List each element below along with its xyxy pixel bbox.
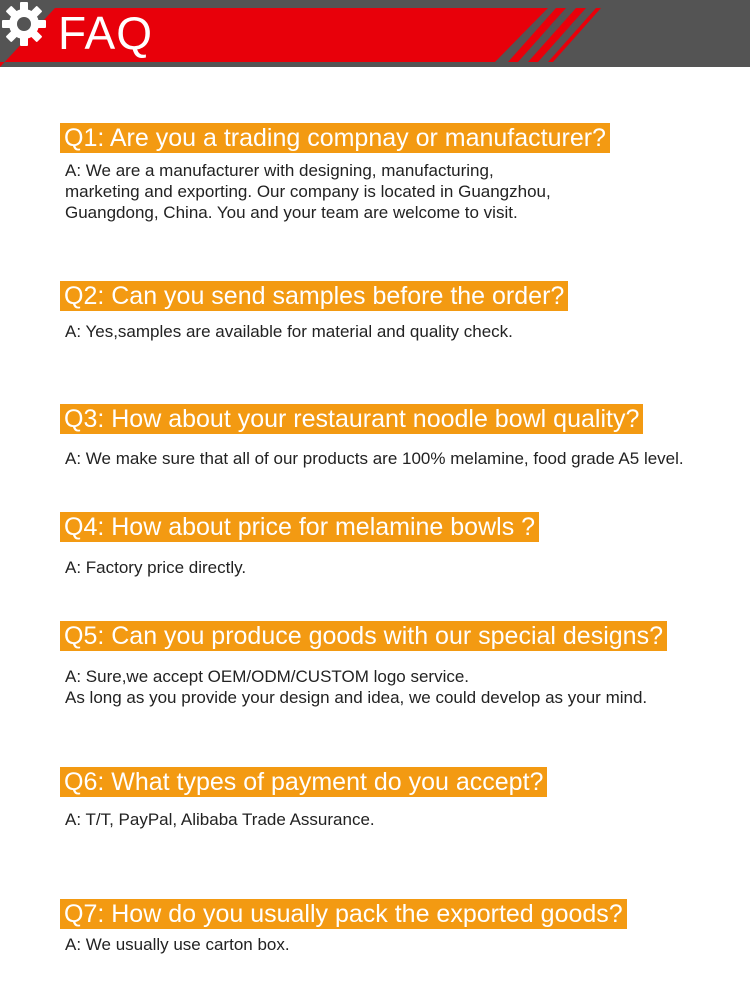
faq-answer-6: A: T/T, PayPal, Alibaba Trade Assurance. (65, 810, 375, 829)
page-title: FAQ (58, 7, 154, 59)
faq-answer-7: A: We usually use carton box. (65, 935, 290, 954)
faq-question-7: Q7: How do you usually pack the exported goods? (60, 899, 627, 929)
faq-question-3: Q3: How about your restaurant noodle bowl quality? (60, 404, 643, 434)
faq-item-5 (60, 621, 667, 708)
faq-item-1 (60, 123, 610, 223)
faq-answer-1: A: We are a manufacturer with designing, manufacturing, marketing and exporting. Our company is located in Guangzhou, Guangdong, China. You and your team are welcome to visit. (65, 161, 551, 222)
faq-item-7 (60, 899, 627, 955)
faq-item-4 (60, 512, 539, 578)
faq-question-5: Q5: Can you produce goods with our special designs? (60, 621, 667, 651)
faq-question-2: Q2: Can you send samples before the order? (60, 281, 568, 311)
faq-item-6 (60, 767, 547, 830)
faq-question-4: Q4: How about price for melamine bowls ? (60, 512, 539, 542)
faq-question-6: Q6: What types of payment do you accept? (60, 767, 547, 797)
faq-answer-2: A: Yes,samples are available for material and quality check. (65, 322, 513, 341)
faq-item-2 (60, 281, 568, 342)
faq-answer-4: A: Factory price directly. (65, 558, 247, 577)
faq-question-1: Q1: Are you a trading compnay or manufacturer? (60, 123, 610, 153)
faq-answer-5: A: Sure,we accept OEM/ODM/CUSTOM logo service. As long as you provide your design and idea, we could develop as your mind. (65, 667, 648, 707)
gear-icon[interactable] (0, 0, 48, 48)
faq-item-3 (60, 404, 684, 469)
faq-answer-3: A: We make sure that all of our products are 100% melamine, food grade A5 level. (65, 449, 684, 468)
header-banner (0, 0, 750, 67)
